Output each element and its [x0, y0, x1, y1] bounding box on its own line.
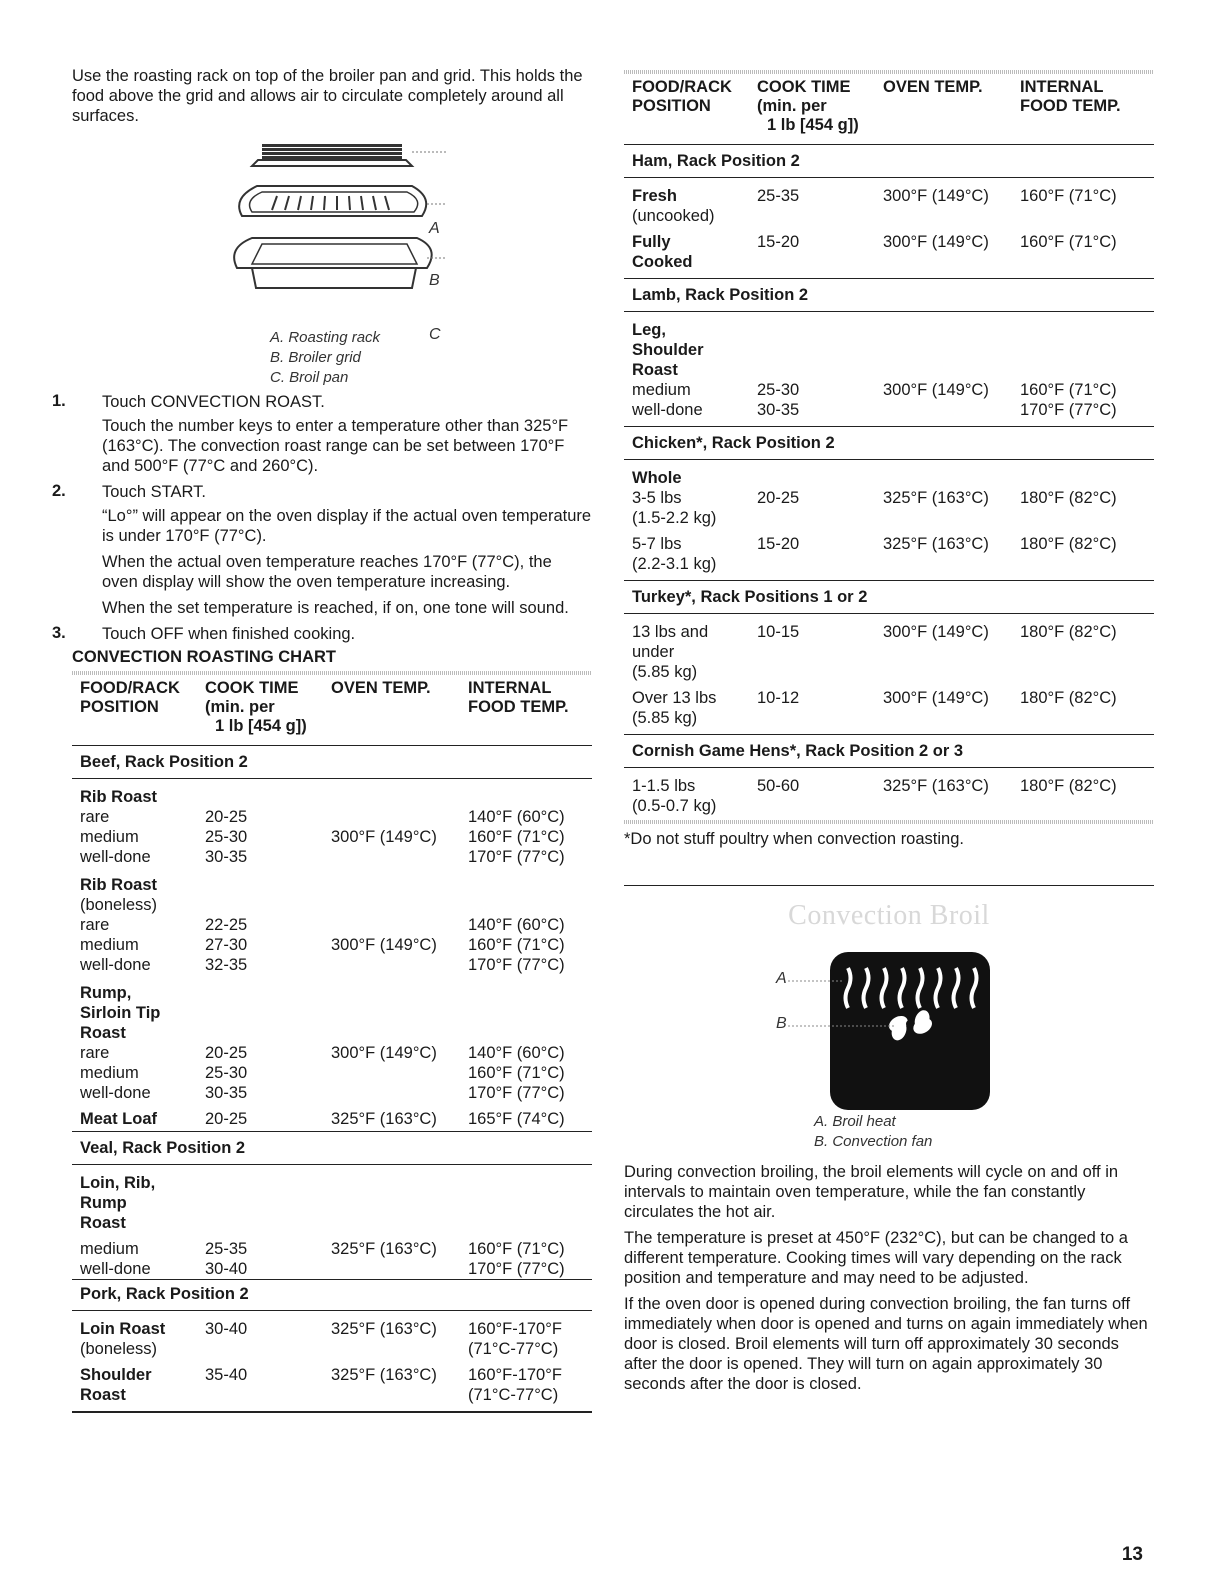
category-row — [624, 735, 1154, 768]
cell: 20-25 — [205, 808, 248, 826]
roasting-table-left — [72, 679, 592, 1413]
cell: 160°F (71°C) — [468, 828, 565, 846]
category-row — [624, 427, 1154, 460]
table-row — [72, 955, 592, 975]
item-whole: Whole — [624, 460, 1154, 489]
table-row — [72, 1103, 592, 1131]
cell: 160°F (71°C) — [468, 936, 565, 954]
cell: Meat Loaf — [80, 1110, 158, 1128]
cell: medium — [80, 1064, 139, 1082]
cell: well-done — [80, 848, 151, 866]
category-turkey: Turkey*, Rack Positions 1 or 2 — [624, 581, 1154, 614]
cell: 325°F (163°C) — [331, 1239, 437, 1258]
chart-title: CONVECTION ROASTING CHART — [72, 648, 336, 666]
cell: 160°F (71°C) — [468, 1239, 565, 1258]
table-row — [72, 827, 592, 847]
table-row — [72, 1023, 592, 1043]
cell: (71°C-77°C) — [468, 1385, 559, 1404]
cell: 170°F (77°C) — [1020, 401, 1117, 419]
table-row — [624, 642, 1154, 662]
item-rump: Rump, — [80, 984, 132, 1002]
table-row — [72, 915, 592, 935]
intro-paragraph: Use the roasting rack on top of the broiler pan and grid. This holds the food above the grid and allows air to circulate completely around all surfaces. — [72, 67, 583, 125]
table-row — [624, 400, 1154, 427]
table-row — [72, 807, 592, 827]
section-divider — [624, 885, 1154, 886]
table-row — [72, 1083, 592, 1103]
cell: 140°F (60°C) — [468, 808, 565, 826]
cell: (71°C-77°C) — [468, 1339, 559, 1358]
cell: 300°F (149°C) — [883, 233, 989, 251]
step-number: 1. — [52, 392, 66, 410]
category-lamb: Lamb, Rack Position 2 — [624, 279, 1154, 312]
cell: 180°F (82°C) — [1020, 689, 1117, 707]
cell — [331, 807, 468, 827]
caption-broil-heat: A. Broil heat — [814, 1113, 896, 1130]
table-row — [624, 488, 1154, 508]
cell: 140°F (60°C) — [468, 1044, 565, 1062]
cell: 300°F (149°C) — [331, 828, 437, 846]
item-leg: Leg, — [624, 312, 1154, 341]
cell: 25-30 — [205, 1064, 248, 1082]
cell: 27-30 — [205, 936, 248, 954]
step-text: Touch OFF when finished cooking. — [102, 625, 356, 643]
table-row — [624, 252, 1154, 279]
header-internal: INTERNAL — [1020, 78, 1104, 96]
hatch-divider — [624, 820, 1154, 824]
cell: Roast — [80, 1024, 126, 1042]
header-oven-temp: OVEN TEMP. — [331, 679, 431, 697]
cell: 300°F (149°C) — [331, 936, 437, 954]
table-row — [72, 1359, 592, 1385]
cell: Fully — [632, 233, 671, 251]
cell: well-done — [80, 1084, 151, 1102]
cell: 300°F (149°C) — [883, 614, 1020, 643]
table-row — [72, 975, 592, 1003]
header-internal: INTERNAL — [468, 679, 552, 697]
roasting-table-right — [624, 78, 1154, 820]
caption-broiler-grid: B. Broiler grid — [270, 349, 361, 366]
table-row — [72, 1259, 592, 1280]
category-veal: Veal, Rack Position 2 — [72, 1131, 592, 1164]
fig-label-a: A — [776, 970, 787, 987]
cell: 5-7 lbs — [632, 535, 682, 553]
steps-list — [52, 392, 592, 644]
cell: 30-35 — [205, 848, 248, 866]
cell: 25-30 — [757, 381, 800, 399]
cell: 325°F (163°C) — [331, 1110, 437, 1128]
cell: 30-40 — [205, 1310, 331, 1339]
cell: well-done — [80, 1259, 151, 1278]
footnote: *Do not stuff poultry when convection roasting. — [624, 830, 964, 848]
figure-label-c: C — [429, 326, 441, 343]
cell: 180°F (82°C) — [1020, 768, 1154, 797]
cell: 325°F (163°C) — [883, 489, 989, 507]
caption-convection-fan: B. Convection fan — [814, 1133, 933, 1150]
cell: 20-25 — [205, 1044, 248, 1062]
table-row — [624, 508, 1154, 528]
category-chicken: Chicken*, Rack Position 2 — [624, 427, 1154, 460]
cell: Roast — [632, 361, 678, 379]
table-row — [624, 614, 1154, 643]
table-row — [72, 1193, 592, 1213]
cell: 30-35 — [757, 401, 800, 419]
cell — [331, 1063, 468, 1083]
item-loin: Loin, Rib, — [72, 1164, 592, 1193]
cell: Over 13 lbs — [632, 689, 717, 707]
table-row — [624, 206, 1154, 226]
item-rib-roast-boneless: Rib Roast — [80, 876, 158, 894]
cell: 25-35 — [757, 178, 883, 207]
header-cook-time: COOK TIME — [205, 679, 299, 697]
roasting-figure — [72, 134, 592, 386]
cell: 30-40 — [205, 1259, 248, 1278]
cell: (0.5-0.7 kg) — [632, 797, 717, 815]
step-number: 3. — [52, 624, 66, 642]
cell: 325°F (163°C) — [883, 768, 1020, 797]
cell: 300°F (149°C) — [883, 689, 989, 707]
header-food-temp: FOOD TEMP. — [468, 698, 569, 716]
cell: 170°F (77°C) — [468, 848, 565, 866]
cell: well-done — [80, 956, 151, 974]
figure-label-a: A — [429, 220, 440, 237]
cell: Shoulder — [80, 1365, 152, 1384]
cell — [331, 915, 468, 935]
convection-broil-figure — [624, 938, 1154, 1108]
cell: 180°F (82°C) — [1020, 489, 1117, 507]
cell: 20-25 — [757, 489, 800, 507]
cell: Rump — [80, 1193, 127, 1212]
table-row — [624, 178, 1154, 207]
cell: (1.5-2.2 kg) — [632, 509, 717, 527]
table-row — [72, 935, 592, 955]
table-row — [624, 360, 1154, 380]
cell: 15-20 — [757, 535, 800, 553]
table-row — [624, 528, 1154, 554]
table-row — [72, 847, 592, 867]
cell — [331, 955, 468, 975]
cell: Sirloin Tip — [80, 1004, 161, 1022]
header-oven-temp: OVEN TEMP. — [883, 78, 983, 96]
cell: 1-1.5 lbs — [624, 768, 757, 797]
cell: 25-35 — [205, 1239, 248, 1258]
broil-pan-drawing — [234, 238, 447, 288]
cell: 160°F (71°C) — [1020, 178, 1154, 207]
cell: 160°F (71°C) — [468, 1064, 565, 1082]
table-row — [624, 662, 1154, 682]
cell: Loin Roast — [72, 1310, 205, 1339]
cell: 180°F (82°C) — [1020, 614, 1154, 643]
table-row — [624, 460, 1154, 489]
category-beef: Beef, Rack Position 2 — [72, 746, 592, 779]
table-header-row — [72, 679, 592, 746]
caption-broil-pan: C. Broil pan — [270, 369, 349, 386]
broil-captions — [814, 1112, 1154, 1152]
cell: Cooked — [632, 253, 693, 271]
step-text: Touch START. — [102, 483, 206, 501]
category-row — [624, 581, 1154, 614]
cell: 180°F (82°C) — [1020, 535, 1117, 553]
cell: 325°F (163°C) — [331, 1365, 437, 1384]
header-min-per: (min. per — [757, 97, 827, 115]
left-column — [52, 66, 592, 1413]
oven-illustration — [764, 944, 1124, 1114]
table-row — [624, 682, 1154, 708]
cell: under — [632, 643, 675, 661]
cell: rare — [80, 808, 110, 826]
cell: 325°F (163°C) — [883, 535, 989, 553]
header-food-temp: FOOD TEMP. — [1020, 97, 1121, 115]
cell: 22-25 — [205, 916, 248, 934]
cell: (5.85 kg) — [632, 663, 698, 681]
section-title: Convection Broil — [788, 900, 990, 931]
body-paragraph: During convection broiling, the broil elements will cycle on and off in intervals to maintain oven temperature, while the fan constantly circulates the hot air. — [624, 1163, 1119, 1221]
cell: 170°F (77°C) — [468, 1259, 565, 1278]
table-row — [72, 1164, 592, 1193]
table-row — [624, 312, 1154, 341]
header-position: POSITION — [80, 698, 159, 716]
cell: rare — [80, 1044, 110, 1062]
cell: 3-5 lbs — [632, 489, 682, 507]
cell: medium — [80, 828, 139, 846]
cell: rare — [80, 916, 110, 934]
cell: 13 lbs and — [624, 614, 757, 643]
cell — [331, 1083, 468, 1103]
figure-captions — [270, 328, 380, 388]
cell: 15-20 — [757, 233, 800, 251]
cell: 30-35 — [205, 1084, 248, 1102]
header-per-lb: 1 lb [454 g]) — [767, 116, 859, 134]
cell: 35-40 — [205, 1365, 248, 1384]
category-row — [72, 1279, 592, 1310]
cell: Roast — [80, 1385, 126, 1404]
cell: medium — [632, 381, 691, 399]
body-paragraph: If the oven door is opened during convection broiling, the fan turns off immediately when door is opened and turns on again immediately when door is closed. Broil elements will turn off approximately 30 seconds after the door is opened. They will turn on again approximately 30 seconds after the door is closed. — [624, 1295, 1148, 1393]
table-row — [72, 779, 592, 808]
cell: 50-60 — [757, 768, 883, 797]
header-min-per: (min. per — [205, 698, 275, 716]
step-text: Touch the number keys to enter a temperature other than 325°F (163°C). The convection roast range can be set between 170°F and 500°F (77°C and 260°C). — [102, 417, 569, 475]
page-number: 13 — [1121, 1544, 1143, 1565]
table-row — [72, 1233, 592, 1259]
table-row — [72, 1213, 592, 1233]
step-1 — [52, 392, 592, 476]
table-row — [72, 1043, 592, 1063]
cell: 170°F (77°C) — [468, 956, 565, 974]
table-row — [72, 1310, 592, 1339]
step-number: 2. — [52, 482, 66, 500]
cell: 25-30 — [205, 828, 248, 846]
broiler-grid-drawing — [239, 186, 447, 216]
category-cornish-game-hens: Cornish Game Hens*, Rack Position 2 or 3 — [624, 735, 1154, 768]
roasting-rack-drawing — [252, 144, 447, 166]
hatch-divider — [72, 671, 592, 675]
caption-roasting-rack: A. Roasting rack — [270, 329, 381, 346]
fig-label-b: B — [776, 1015, 787, 1032]
cell: (uncooked) — [632, 207, 715, 225]
header-per-lb: 1 lb [454 g]) — [215, 717, 307, 735]
header-position: POSITION — [632, 97, 711, 115]
cell: 165°F (74°C) — [468, 1110, 565, 1128]
category-ham: Ham, Rack Position 2 — [624, 145, 1154, 178]
table-header-row — [624, 78, 1154, 145]
cell: Roast — [80, 1213, 126, 1232]
cell: 10-15 — [757, 614, 883, 643]
category-row — [72, 1131, 592, 1164]
cell: 300°F (149°C) — [883, 381, 989, 399]
figure-label-b: B — [429, 272, 440, 289]
step-text: Touch CONVECTION ROAST. — [102, 393, 325, 411]
cell — [331, 847, 468, 867]
table-row — [72, 1339, 592, 1359]
step-3 — [52, 624, 592, 644]
header-food-rack: FOOD/RACK — [80, 679, 180, 697]
cell: 160°F-170°F — [468, 1365, 562, 1384]
table-row — [72, 1003, 592, 1023]
category-pork: Pork, Rack Position 2 — [72, 1279, 592, 1310]
step-text: When the actual oven temperature reaches 170°F (77°C), the oven display will show the oven temperature increasing. — [102, 553, 552, 591]
cell: (boneless) — [80, 896, 158, 914]
category-row — [72, 746, 592, 779]
table-row — [624, 796, 1154, 820]
cell: 300°F (149°C) — [331, 1044, 437, 1062]
cell: 160°F-170°F — [468, 1310, 592, 1339]
cell — [883, 400, 1020, 427]
cell: medium — [80, 1239, 139, 1258]
right-column — [624, 66, 1154, 1394]
header-cook-time: COOK TIME — [757, 78, 851, 96]
cell: 160°F (71°C) — [1020, 233, 1117, 251]
cell: 300°F (149°C) — [883, 178, 1020, 207]
step-text: “Lo°” will appear on the oven display if the actual oven temperature is under 170°F (77°C). — [102, 507, 592, 545]
cell: 32-35 — [205, 956, 248, 974]
category-row — [624, 279, 1154, 312]
table-row — [72, 1063, 592, 1083]
table-row — [72, 895, 592, 915]
cell: 170°F (77°C) — [468, 1084, 565, 1102]
table-row — [624, 768, 1154, 797]
category-row — [624, 145, 1154, 178]
table-row — [624, 226, 1154, 252]
cell: Shoulder — [632, 341, 704, 359]
cell: 325°F (163°C) — [331, 1310, 468, 1339]
table-row — [624, 708, 1154, 735]
cell: (2.2-3.1 kg) — [632, 555, 717, 573]
hatch-divider — [624, 70, 1154, 74]
table-row — [624, 340, 1154, 360]
cell — [331, 1259, 468, 1280]
table-row — [72, 1385, 592, 1412]
step-2 — [52, 482, 592, 618]
cell: medium — [80, 936, 139, 954]
cell: 20-25 — [205, 1110, 248, 1128]
table-row — [624, 380, 1154, 400]
cell: (boneless) — [80, 1339, 158, 1358]
body-paragraph: The temperature is preset at 450°F (232°C), but can be changed to a different temperature. Cooking times will vary depending on the rack position and temperature and may need to be adjusted. — [624, 1229, 1128, 1287]
cell: 10-12 — [757, 689, 800, 707]
table-row — [624, 554, 1154, 581]
roasting-pan-illustration — [222, 138, 622, 308]
cell: 140°F (60°C) — [468, 916, 565, 934]
cell: Fresh — [624, 178, 757, 207]
table-row — [72, 867, 592, 895]
cell: well-done — [632, 401, 703, 419]
cell: 160°F (71°C) — [1020, 381, 1117, 399]
item-rib-roast: Rib Roast — [72, 779, 592, 808]
header-food-rack: FOOD/RACK — [632, 78, 732, 96]
cell: (5.85 kg) — [632, 709, 698, 727]
step-text: When the set temperature is reached, if on, one tone will sound. — [102, 599, 569, 617]
